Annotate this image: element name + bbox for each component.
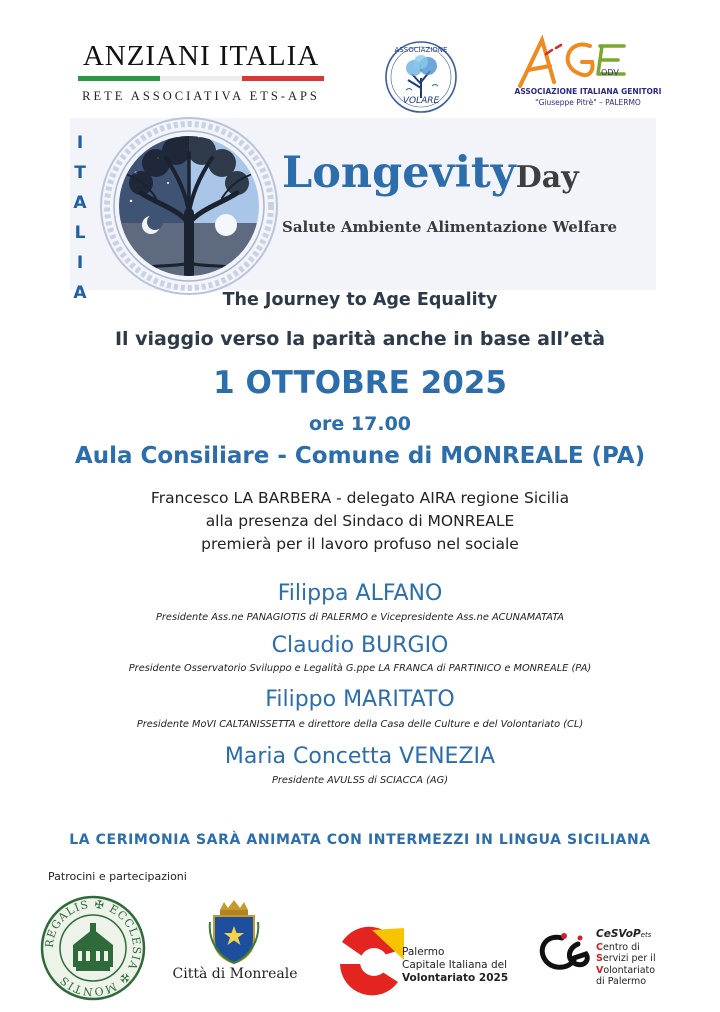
monreale-crest-icon [208, 900, 260, 964]
title-day: Day [515, 160, 579, 195]
cesvop-initial: V [596, 964, 604, 976]
cesvop-line-rest: di Palermo [596, 976, 647, 987]
anziani-subtitle: RETE ASSOCIATIVA ETS-APS [82, 89, 320, 103]
speaker-name: Maria Concetta VENEZIA [224, 744, 496, 769]
speaker-name: Filippa ALFANO [277, 581, 443, 606]
journey-heading: The Journey to Age Equality [222, 290, 498, 310]
longevity-day-title [282, 148, 579, 198]
anziani-brand: ANZIANI ITALIA [82, 40, 320, 72]
italia-vertical [70, 128, 90, 308]
intro-line: premierà per il lavoro profuso nel sociale [201, 535, 519, 553]
cesvop-initial: C [596, 941, 603, 953]
cesvop-name: CeSVoP [596, 928, 641, 940]
seal-text: REGALIS ✠ ECCLESIA ✠ MONTIS [42, 897, 144, 999]
monreale-name: Città di Monreale [172, 966, 298, 982]
event-time: ore 17.00 [308, 413, 412, 435]
event-venue: Aula Consiliare - Comune di MONREALE (PA) [74, 443, 646, 469]
speaker-role: Presidente AVULSS di SCIACCA (AG) [271, 775, 449, 786]
patrocini-label: Patrocini e partecipazioni [48, 870, 187, 883]
palermo-logo-icon [332, 920, 412, 1000]
cesvop-initial: S [596, 953, 603, 964]
palermo-line: Volontariato 2025 [402, 972, 509, 984]
cesvop-text [596, 929, 656, 988]
speaker-role: Presidente Ass.ne PANAGIOTIS di PALERMO e Vicepresidente Ass.ne ACUNAMATATA [156, 612, 564, 623]
intro-line: alla presenza del Sindaco di MONREALE [205, 512, 515, 530]
volare-bottom-text: VOLARE [402, 96, 440, 106]
italia-letter: T [74, 163, 86, 183]
banner-tagline: Salute Ambiente Alimentazione Welfare [282, 218, 618, 236]
italia-letter: A [73, 283, 87, 303]
intro-line: Francesco LA BARBERA - delegato AIRA regione Sicilia [150, 489, 570, 507]
palermo-volontariato-text [402, 946, 508, 985]
volare-label [384, 40, 458, 114]
cesvop-line-rest: entro di [602, 941, 640, 953]
age-name: ASSOCIAZIONE ITALIANA GENITORI [514, 87, 662, 96]
tree-of-life-icon [96, 113, 282, 299]
volare-top-text: ASSOCIAZIONE [394, 46, 448, 54]
italia-letter: A [73, 193, 87, 213]
italia-letter: I [76, 133, 84, 153]
cesvop-suffix: ets [640, 931, 652, 939]
speaker-role: Presidente MoVI CALTANISSETTA e direttore della Casa delle Culture e del Volontariato (CL) [136, 719, 584, 730]
cesvop-line-rest: olontariato [603, 964, 656, 976]
title-longevity: Longevity [282, 148, 516, 198]
italia-letter: L [74, 223, 86, 243]
tricolor-stripe [78, 76, 324, 81]
palermo-line: Palermo [402, 946, 445, 958]
italia-letter: I [76, 253, 84, 273]
anziani-italia-logo [70, 40, 332, 104]
speaker-name: Claudio BURGIO [271, 633, 449, 658]
speaker-role: Presidente Osservatorio Sviluppo e Legalità G.ppe LA FRANCA di PARTINICO e MONREALE (PA) [128, 663, 592, 674]
viaggio-heading: Il viaggio verso la parità anche in base all’età [114, 328, 606, 350]
event-intro [0, 487, 720, 556]
abbey-seal-icon [40, 895, 146, 1001]
palermo-line: Capitale Italiana del [402, 959, 507, 971]
ceremony-note: LA CERIMONIA SARÀ ANIMATA CON INTERMEZZI IN LINGUA SICILIANA [69, 832, 651, 848]
event-date: 1 OTTOBRE 2025 [213, 365, 507, 401]
cesvop-line-rest: ervizi per il [602, 953, 656, 964]
age-odv: ODV [601, 68, 619, 77]
speaker-name: Filippo MARITATO [265, 687, 455, 712]
cesvop-logo-icon [534, 930, 598, 982]
age-place: "Giuseppe Pitrè" – PALERMO [535, 98, 641, 107]
